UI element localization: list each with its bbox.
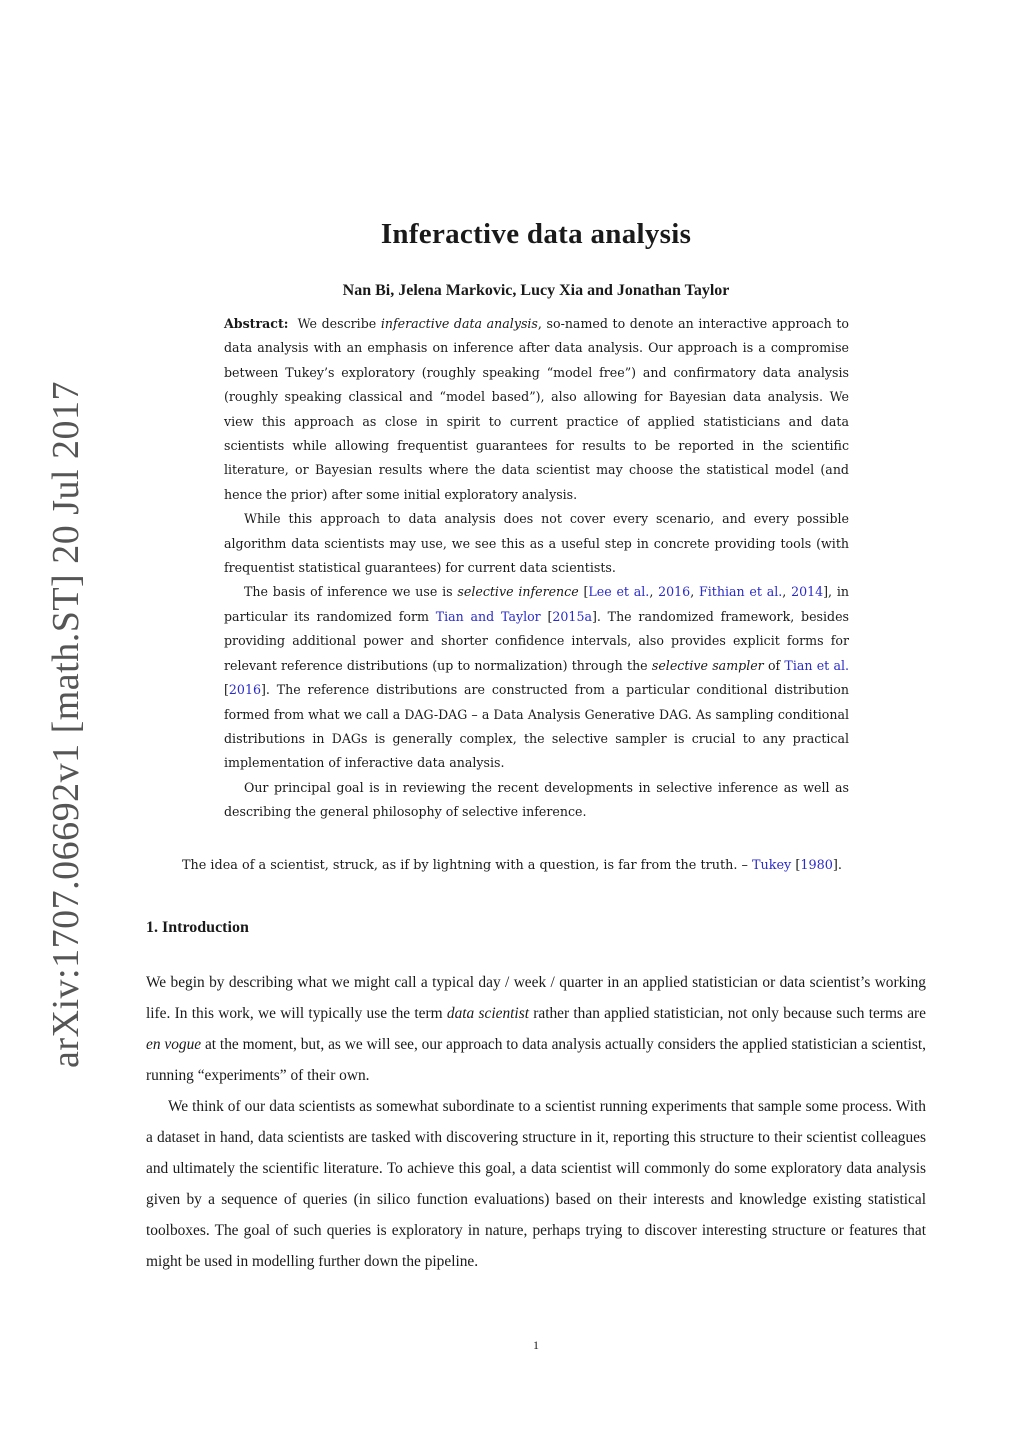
author-list: Nan Bi, Jelena Markovic, Lucy Xia and Jonathan Taylor xyxy=(342,282,730,299)
citation-link[interactable]: Tukey xyxy=(751,858,792,873)
abstract-text: ], in particular its randomized form xyxy=(224,584,849,624)
citation-link[interactable]: 2015a xyxy=(552,608,592,624)
citation-link[interactable]: Tian et al. xyxy=(784,657,849,673)
arxiv-identifier-stamp: arXiv:1707.06692v1 [math.ST] 20 Jul 2017 xyxy=(45,380,87,1068)
abstract-paragraph-1 xyxy=(224,312,849,507)
abstract xyxy=(224,312,849,825)
epigraph-quote xyxy=(0,858,1024,873)
abstract-text: [ xyxy=(540,608,553,624)
citation-link[interactable]: Fithian et al. xyxy=(699,584,783,600)
abstract-text: ]. The reference distributions are constructed from a particular conditional distribution formed from what we call a DAG-DAG – a Data Analysis Generative DAG. As sampling conditional distributions in DAGs is generally complex, the selective sampler is crucial to any practical implementation of inferactive data analysis. xyxy=(224,682,849,771)
body-text: at the moment, but, as we will see, our approach to data analysis actually considers the applied statistician a scientist, running “experiments” of their own. xyxy=(146,1036,926,1084)
emphasis: inferactive data analysis xyxy=(380,316,538,331)
abstract-heading: Abstract: xyxy=(224,316,289,331)
abstract-text: The basis of inference we use is xyxy=(244,584,458,600)
epigraph-text: ]. xyxy=(832,858,842,873)
citation-link[interactable]: 2016 xyxy=(658,584,691,600)
abstract-paragraph-2: While this approach to data analysis does not cover every scenario, and every possible algorithm data scientists may use, we see this as a useful step in concrete providing tools (with frequentist statistical guarantees) for current data scientists. xyxy=(224,511,849,576)
abstract-text: , xyxy=(782,584,792,600)
abstract-paragraph-3 xyxy=(224,580,849,775)
abstract-text: of xyxy=(763,657,785,673)
paper-title: Inferactive data analysis xyxy=(380,218,692,250)
introduction-body xyxy=(146,967,926,1277)
body-text: rather than applied statistician, not only because such terms are xyxy=(528,1005,926,1022)
abstract-text: , xyxy=(690,584,699,600)
abstract-text: We describe xyxy=(297,316,381,331)
epigraph-text: The idea of a scientist, struck, as if by lightning with a question, is far from the truth. – xyxy=(182,858,752,873)
abstract-text: , xyxy=(649,584,659,600)
emphasis: en vogue xyxy=(146,1036,202,1053)
page-number: 1 xyxy=(533,1338,539,1352)
abstract-text: ]. The randomized framework, besides providing additional power and shorter confidence intervals, also provides explicit forms for relevant reference distributions (up to normalization) through the xyxy=(224,608,849,673)
body-text: We begin by describing what we might call a typical day / week / quarter in an applied statistician or data scientist’s working life. In this work, we will typically use the term xyxy=(146,974,926,1022)
section-heading: 1. Introduction xyxy=(146,919,249,936)
body-paragraph-1 xyxy=(146,967,926,1091)
citation-link[interactable]: 2016 xyxy=(228,682,261,698)
body-paragraph-2: We think of our data scientists as somewhat subordinate to a scientist running experiments that sample some process. With a dataset in hand, data scientists are tasked with discovering structure in it, reporting this structure to their scientist colleagues and ultimately the scientific literature. To achieve this goal, a data scientist will commonly do some exploratory data analysis given by a sequence of queries (in silico function evaluations) based on their interests and knowledge existing statistical toolboxes. The goal of such queries is exploratory in nature, perhaps trying to discover interesting structure or features that might be used in modelling further down the pipeline. xyxy=(146,1098,926,1270)
emphasis: data scientist xyxy=(446,1005,529,1022)
citation-link[interactable]: Tian and Taylor xyxy=(435,608,541,624)
abstract-text: [ xyxy=(224,682,229,698)
epigraph-text: [ xyxy=(791,858,801,873)
abstract-text: [ xyxy=(578,584,589,600)
abstract-text: , so-named to denote an interactive approach to data analysis with an emphasis on inference after data analysis. Our approach is a compromise between Tukey’s exploratory (roughly speaking “model free”) and confirmatory data analysis (roughly speaking classical and “model based”), also allowing for Bayesian data analysis. We view this approach as close in spirit to current practice of applied statisticians and data scientists while allowing frequentist guarantees for results to be reported in the scientific literature, or Bayesian results where the data scientist may choose the statistical model (and hence the prior) after some initial exploratory analysis. xyxy=(224,316,849,502)
emphasis: selective inference xyxy=(457,584,579,600)
citation-link[interactable]: Lee et al. xyxy=(588,584,650,600)
citation-link[interactable]: 2014 xyxy=(791,584,824,600)
emphasis: selective sampler xyxy=(651,657,764,673)
abstract-paragraph-4: Our principal goal is in reviewing the recent developments in selective inference as well as describing the general philosophy of selective inference. xyxy=(224,779,849,820)
citation-link[interactable]: 1980 xyxy=(800,858,833,873)
